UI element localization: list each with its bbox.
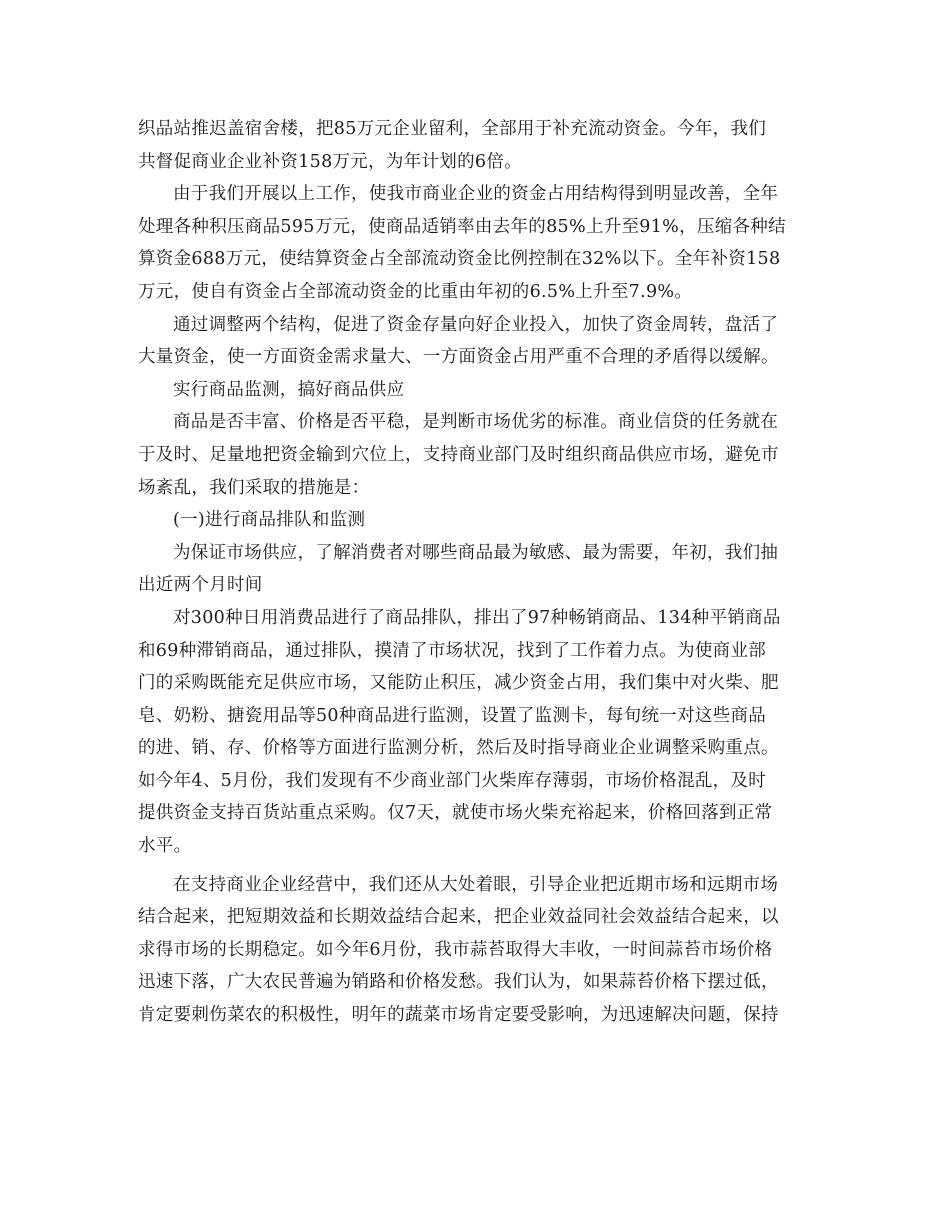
paragraph-line: 处理各种积压商品595万元，使商品适销率由去年的85%上升至91%，压缩各种结 [138,216,786,237]
paragraph-line: 在支持商业企业经营中，我们还从大处着眼，引导企业把近期市场和远期市场 [173,874,779,895]
paragraph-line: 商品是否丰富、价格是否平稳，是判断市场优劣的标准。商业信贷的任务就在 [173,412,779,433]
paragraph-line: 场紊乱，我们采取的措施是： [138,477,370,498]
paragraph-line: 皂、奶粉、搪瓷用品等50种商品进行监测，设置了监测卡，每旬统一对这些商品 [138,705,767,726]
paragraph-line: 和69种滞销商品，通过排队，摸清了市场状况，找到了工作着力点。为使商业部 [138,640,767,661]
paragraph-line: 由于我们开展以上工作，使我市商业企业的资金占用结构得到明显改善，全年 [173,184,779,205]
paragraph-line: 共督促商业企业补资158万元，为年计划的6倍。 [138,151,522,172]
document-body [138,113,815,1032]
paragraph-line: 如今年4、5月份，我们发现有不少商业部门火柴库存薄弱，市场价格混乱，及时 [138,770,767,791]
paragraph-line: 结合起来，把短期效益和长期效益结合起来，把企业效益同社会效益结合起来，以 [138,907,779,928]
paragraph-line: 大量资金，使一方面资金需求量大、一方面资金占用严重不合理的矛盾得以缓解。 [138,347,779,368]
paragraph-line: 提供资金支持百货站重点采购。仅7天，就使市场火柴充裕起来，价格回落到正常 [138,803,773,824]
section-heading: 实行商品监测，搞好商品供应 [173,379,405,400]
paragraph-line: 水平。 [138,836,192,857]
paragraph-line: 出近两个月时间 [138,575,263,596]
paragraph-line: 门的采购既能充足供应市场，又能防止积压，减少资金占用，我们集中对火柴、肥 [138,673,779,694]
paragraph-line: 织品站推迟盖宿舍楼，把85万元企业留利，全部用于补充流动资金。今年，我们 [138,119,767,139]
paragraph-line: 于及时、足量地把资金输到穴位上，支持商业部门及时组织商品供应市场，避免市 [138,444,779,465]
subsection-heading: (一)进行商品排队和监测 [173,510,366,531]
paragraph-line: 算资金688万元，使结算资金占全部流动资金比例控制在32%以下。全年补资158 [138,249,781,270]
paragraph-line: 通过调整两个结构，促进了资金存量向好企业投入，加快了资金周转，盘活了 [173,314,779,335]
paragraph-line: 为保证市场供应，了解消费者对哪些商品最为敏感、最为需要，年初，我们抽 [173,542,779,563]
paragraph-line: 肯定要刺伤菜农的积极性，明年的蔬菜市场肯定要受影响，为迅速解决问题，保持 [138,1005,779,1026]
paragraph-line: 对300种日用消费品进行了商品排队，排出了97种畅销商品、134种平销商品 [173,607,781,628]
paragraph-line: 的进、销、存、价格等方面进行监测分析，然后及时指导商业企业调整采购重点。 [138,738,779,759]
paragraph-line: 万元，使自有资金占全部流动资金的比重由年初的6.5%上升至7.9%。 [138,281,693,302]
paragraph-line: 求得市场的长期稳定。如今年6月份，我市蒜苔取得大丰收，一时间蒜苔市场价格 [138,939,773,960]
paragraph-line: 迅速下落，广大农民普遍为销路和价格发愁。我们认为，如果蒜苔价格下摆过低， [138,972,779,993]
